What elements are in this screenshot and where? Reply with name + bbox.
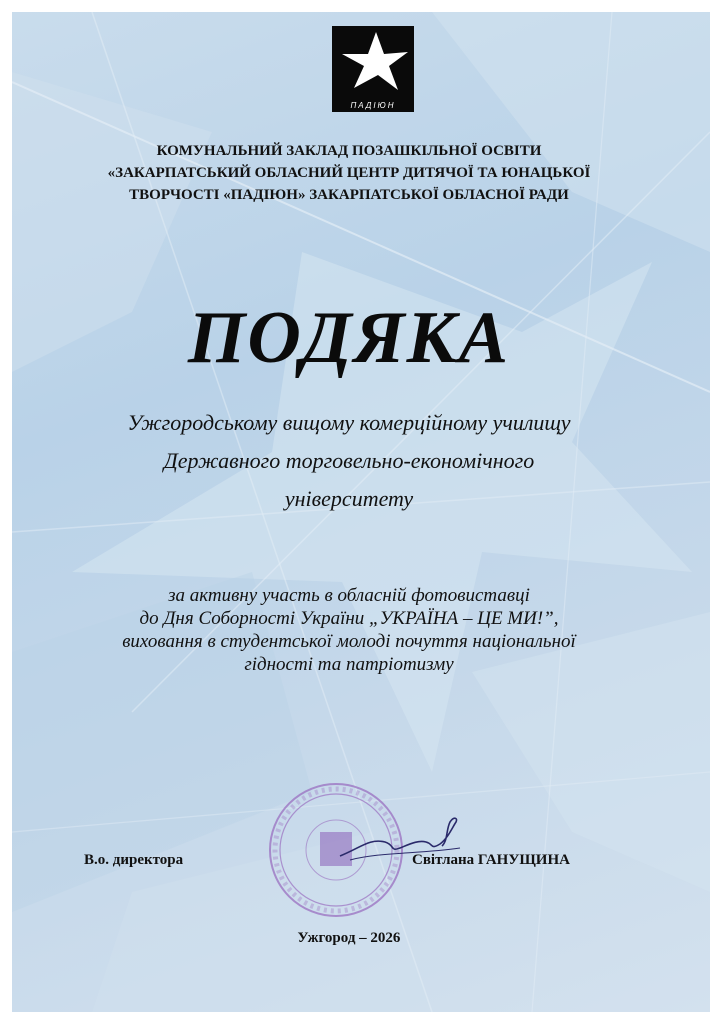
logo-text: ПАДІЮН: [350, 101, 396, 110]
recipient-line: Державного торговельно-економічного: [163, 448, 535, 473]
organization-name: [40, 140, 658, 206]
reason-line: гідності та патріотизму: [244, 654, 454, 675]
signatory-position: В.о. директора: [84, 852, 184, 868]
star-logo-icon: [332, 26, 414, 98]
certificate-title: ПОДЯКА: [187, 297, 511, 379]
reason-line: виховання в студентської молоді почуття національної: [122, 631, 576, 652]
recipient-line: Ужгородському вищому комерційному училищу: [127, 410, 571, 435]
recipient-line: університету: [284, 486, 414, 511]
organization-line: ТВОРЧОСТІ «ПАДІЮН» ЗАКАРПАТСЬКОЇ ОБЛАСНОЇ РАДИ: [129, 187, 569, 203]
organization-line: КОМУНАЛЬНИЙ ЗАКЛАД ПОЗАШКІЛЬНОЇ ОСВІТИ: [156, 143, 542, 159]
organization-line: «ЗАКАРПАТСЬКИЙ ОБЛАСНИЙ ЦЕНТР ДИТЯЧОЇ ТА ЮНАЦЬКОЇ: [107, 165, 591, 181]
award-reason: [40, 584, 658, 676]
reason-line: за активну участь в обласній фотовиставці: [168, 585, 530, 606]
place-date: Ужгород – 2026: [297, 930, 401, 946]
padiun-logo: [332, 26, 414, 112]
reason-line: до Дня Соборності України „УКРАЇНА – ЦЕ МИ!”,: [139, 608, 559, 629]
signatory-name: Світлана ГАНУЩИНА: [412, 852, 570, 868]
recipient: [40, 404, 658, 518]
